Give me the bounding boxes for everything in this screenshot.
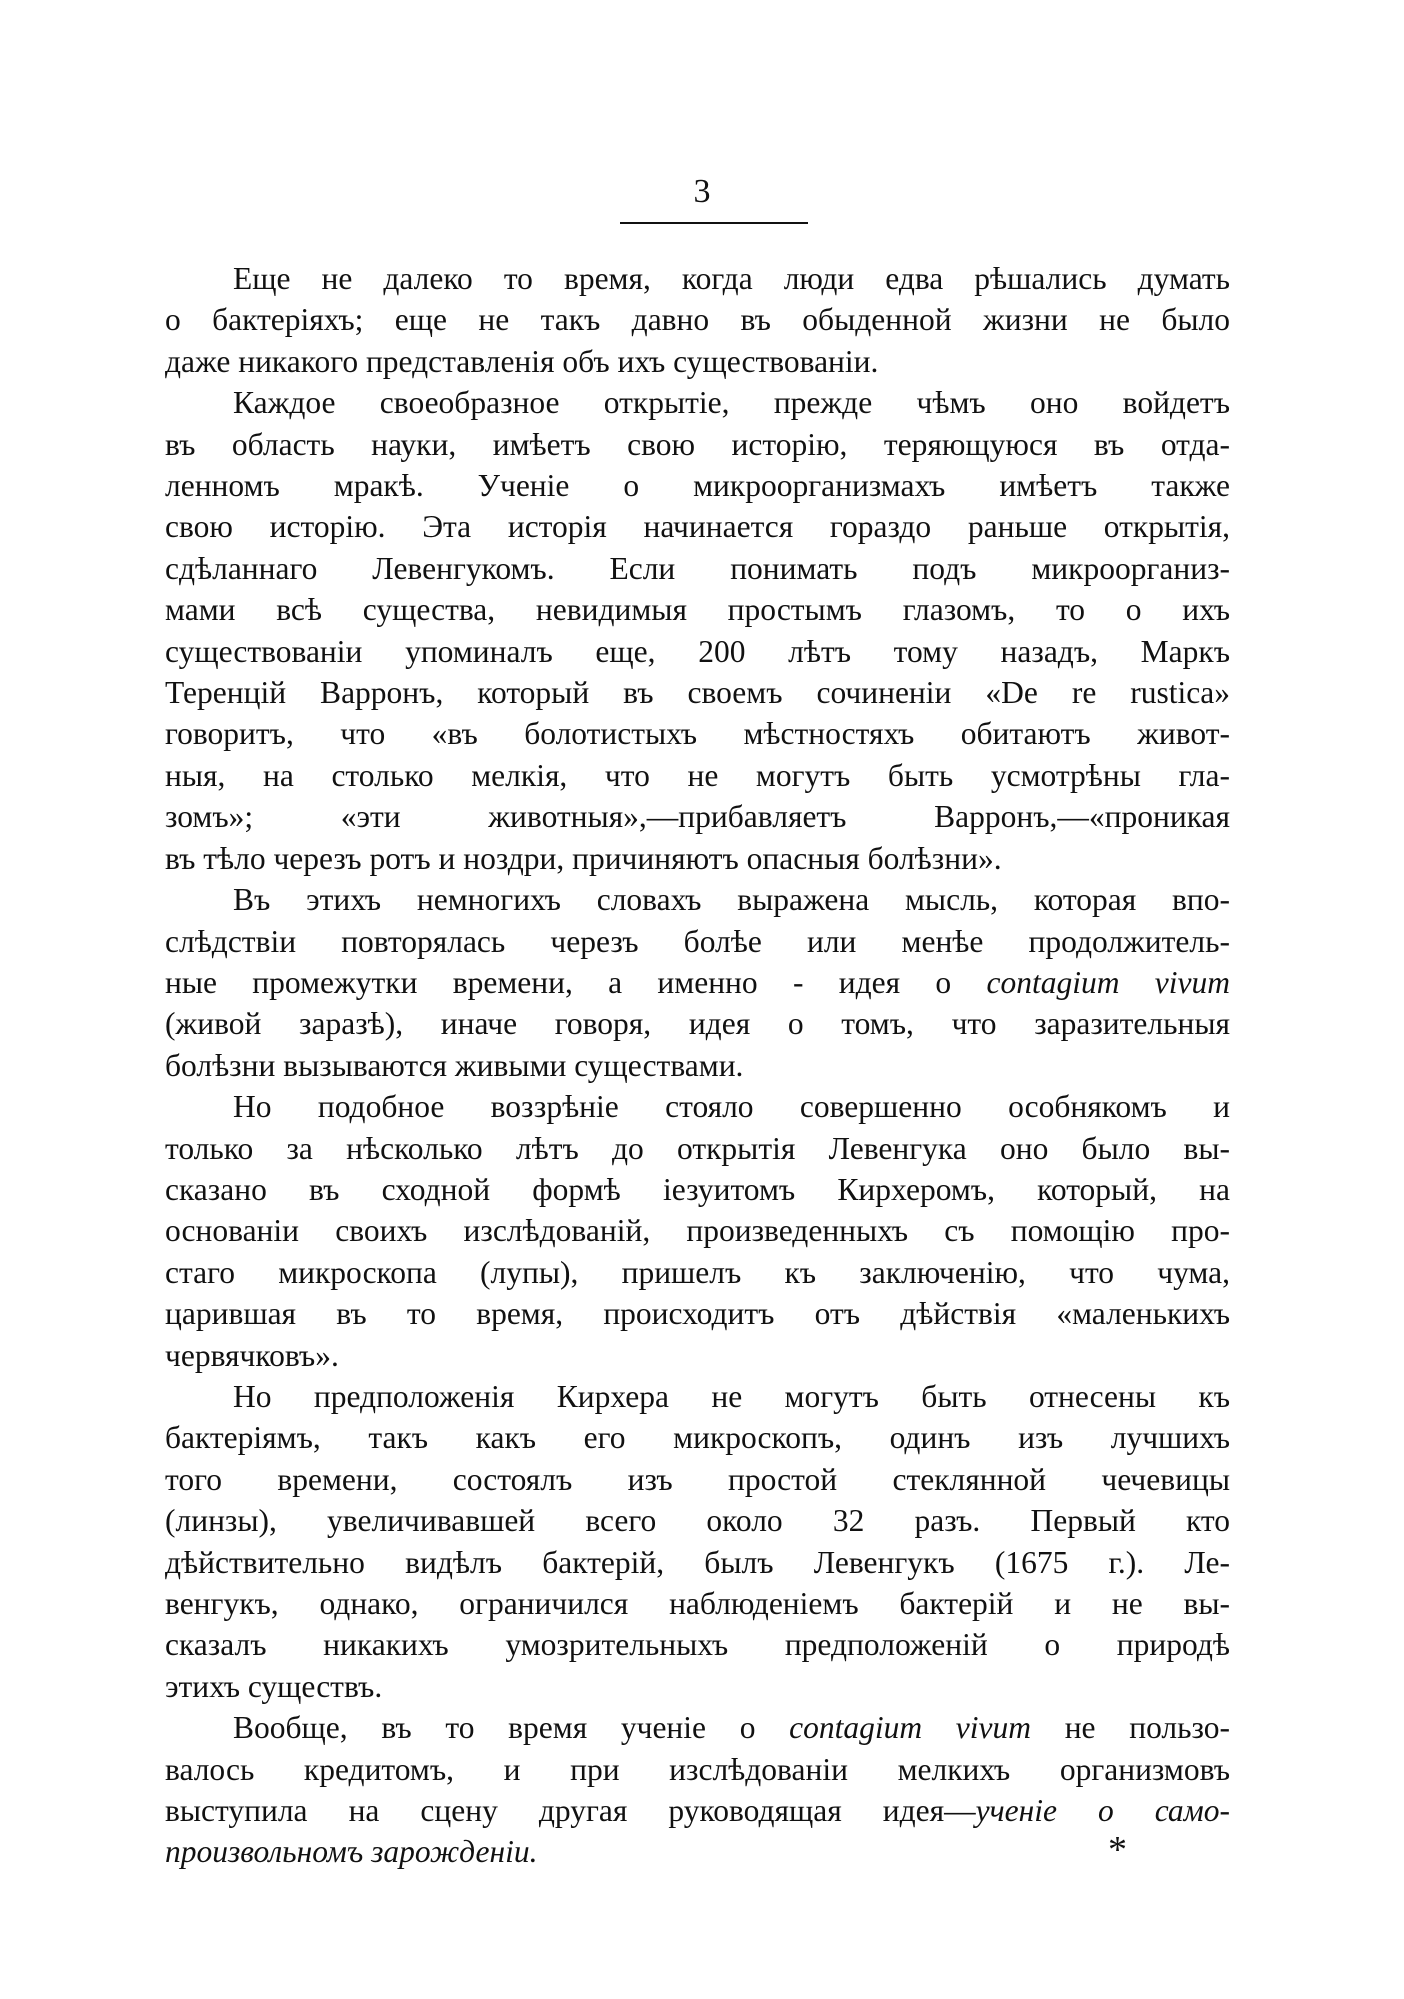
italic-text: contagium vivum (986, 964, 1230, 1000)
text-run: сказалъ никакихъ умозрительныхъ предположеній о природѣ (165, 1627, 1230, 1663)
text-line (165, 1624, 1230, 1665)
italic-text: contagium vivum (789, 1710, 1032, 1746)
text-run: этихъ существъ. (165, 1668, 383, 1704)
paragraph (165, 879, 1230, 1086)
text-run: царившая въ то время, происходитъ отъ дѣйствія «маленькихъ (165, 1296, 1230, 1332)
text-run: ныя, на столько мелкія, что не могутъ быть усмотрѣны гла- (165, 757, 1230, 793)
text-run: свою исторію. Эта исторія начинается гораздо раньше открытія, (165, 509, 1230, 545)
text-line (165, 1169, 1230, 1210)
text-line (165, 962, 1230, 1003)
text-line (165, 879, 1230, 920)
text-run: зомъ»; «эти животныя»,—прибавляетъ Варронъ,—«проникая (165, 799, 1230, 835)
text-run: даже никакого представленія объ ихъ существованіи. (165, 343, 879, 379)
text-run: слѣдствіи повторялась черезъ болѣе или менѣе продолжитель- (165, 923, 1230, 959)
text-line (165, 1003, 1230, 1044)
text-line (165, 258, 1230, 299)
text-line (165, 465, 1230, 506)
text-line (165, 1749, 1230, 1790)
paragraph (165, 258, 1230, 382)
text-run: въ тѣло черезъ ротъ и ноздри, причиняютъ опасныя болѣзни». (165, 840, 1002, 876)
text-line (165, 1500, 1230, 1541)
text-run: не пользо- (1031, 1710, 1230, 1746)
text-line (165, 1376, 1230, 1417)
text-run: бактеріямъ, такъ какъ его микроскопъ, одинъ изъ лучшихъ (165, 1420, 1230, 1456)
text-line (165, 1707, 1230, 1748)
text-line (165, 1459, 1230, 1500)
text-run: (линзы), увеличивавшей всего около 32 разъ. Первый кто (165, 1503, 1230, 1539)
text-run: червячковъ». (165, 1337, 339, 1373)
text-run: ленномъ мракѣ. Ученіе о микроорганизмахъ имѣетъ также (165, 468, 1230, 504)
text-run: Еще не далеко то время, когда люди едва рѣшались думать (233, 261, 1230, 296)
text-line (165, 506, 1230, 547)
text-line (165, 755, 1230, 796)
text-run: (живой заразѣ), иначе говоря, идея о томъ, что заразительныя (165, 1006, 1230, 1042)
text-run: мами всѣ существа, невидимыя простымъ глазомъ, то о ихъ (165, 592, 1230, 628)
text-line (165, 1210, 1230, 1251)
paragraph (165, 1707, 1230, 1873)
text-line (165, 1293, 1230, 1334)
text-line (165, 548, 1230, 589)
text-run: Вообще, въ то время ученіе о (233, 1710, 790, 1746)
text-run: говоритъ, что «въ болотистыхъ мѣстностяхъ обитаютъ живот- (165, 716, 1230, 752)
text-line (165, 713, 1230, 754)
text-run: Каждое своеобразное открытіе, прежде чѣмъ оно войдетъ (233, 385, 1230, 421)
paragraph (165, 382, 1230, 879)
text-line (165, 1086, 1230, 1127)
text-run: болѣзни вызываются живыми существами. (165, 1047, 744, 1083)
text-run: существованіи упоминалъ еще, 200 лѣтъ тому назадъ, Маркъ (165, 633, 1230, 669)
text-run: дѣйствительно видѣлъ бактерій, былъ Левенгукъ (1675 г.). Ле- (165, 1544, 1230, 1580)
text-line (165, 672, 1230, 713)
text-line (165, 921, 1230, 962)
text-run: Но подобное воззрѣніе стояло совершенно особнякомъ и (233, 1089, 1230, 1125)
text-line (165, 1128, 1230, 1169)
text-line (165, 382, 1230, 423)
text-line (165, 1045, 1230, 1086)
italic-text: произвольномъ зарожденіи. (165, 1834, 538, 1870)
text-line (165, 424, 1230, 465)
page-number-rule (620, 222, 808, 224)
text-line (165, 1335, 1230, 1376)
section-end-asterisk: * (1108, 1829, 1127, 1871)
text-line (165, 1583, 1230, 1624)
text-run: только за нѣсколько лѣтъ до открытія Левенгука оно было вы- (165, 1130, 1230, 1166)
text-line (165, 341, 1230, 382)
text-line (165, 1252, 1230, 1293)
text-run: сказано въ сходной формѣ іезуитомъ Кирхеромъ, который, на (165, 1171, 1230, 1207)
text-run: стаго микроскопа (лупы), пришелъ къ заключенію, что чума, (165, 1254, 1230, 1290)
text-line (165, 589, 1230, 630)
text-run: того времени, состоялъ изъ простой стеклянной чечевицы (165, 1461, 1230, 1497)
body-text (165, 258, 1230, 1873)
italic-text: ученіе о само- (975, 1793, 1231, 1829)
text-line (165, 299, 1230, 340)
text-run: валось кредитомъ, и при изслѣдованіи мелкихъ организмовъ (165, 1751, 1230, 1787)
text-run: основаніи своихъ изслѣдованій, произведенныхъ съ помощію про- (165, 1213, 1230, 1249)
text-run: сдѣланнаго Левенгукомъ. Если понимать подъ микроорганиз- (165, 550, 1230, 586)
paragraph (165, 1376, 1230, 1707)
text-line (165, 631, 1230, 672)
text-run: въ область науки, имѣетъ свою исторію, теряющуюся въ отда- (165, 426, 1230, 462)
text-run: ные промежутки времени, а именно - идея о (165, 964, 987, 1000)
text-line (165, 1831, 1230, 1872)
text-line (165, 838, 1230, 879)
text-run: Теренцій Варронъ, который въ своемъ сочиненіи «De re rustica» (165, 675, 1230, 711)
text-line (165, 1542, 1230, 1583)
page-number: 3 (693, 173, 711, 210)
text-run: выступила на сцену другая руководящая идея— (165, 1793, 976, 1829)
paragraph (165, 1086, 1230, 1376)
text-line (165, 1666, 1230, 1707)
text-run: венгукъ, однако, ограничился наблюденіемъ бактерій и не вы- (165, 1586, 1230, 1621)
text-run: о бактеріяхъ; еще не такъ давно въ обыденной жизни не было (165, 302, 1230, 338)
text-line (165, 796, 1230, 837)
text-line (165, 1417, 1230, 1458)
text-run: Въ этихъ немногихъ словахъ выражена мысль, которая впо- (233, 882, 1230, 918)
text-line (165, 1790, 1230, 1831)
text-run: Но предположенія Кирхера не могутъ быть отнесены къ (233, 1378, 1230, 1414)
